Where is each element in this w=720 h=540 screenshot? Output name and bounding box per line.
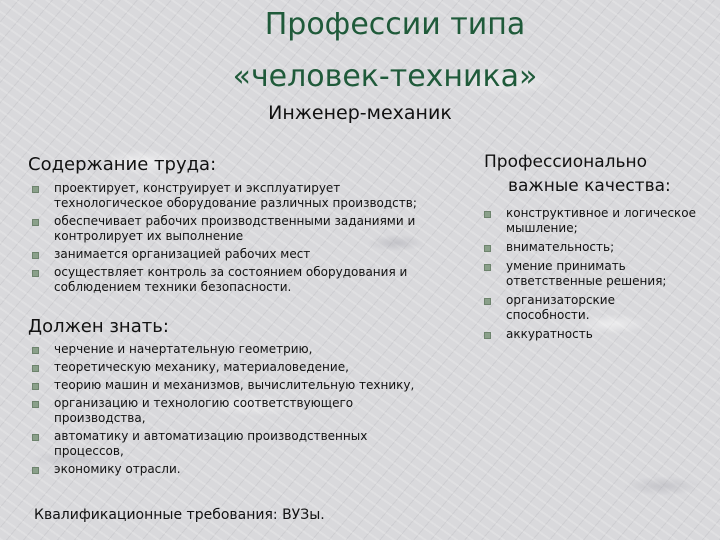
must-know-list <box>30 342 440 477</box>
list-item: аккуратность <box>482 327 712 342</box>
list-item: экономику отрасли. <box>30 462 440 477</box>
bullet-icon <box>484 264 491 271</box>
bullet-icon <box>32 186 39 193</box>
content-heading: Содержание труда: <box>28 154 217 175</box>
list-item: проектирует, конструирует и эксплуатирует технологическое оборудование различных производств; <box>30 181 450 211</box>
page-title-line2: «человек-техника» <box>232 59 538 94</box>
bullet-icon <box>484 298 491 305</box>
qualities-heading-line1: Профессионально <box>484 152 648 172</box>
list-item: обеспечивает рабочих производственными заданиями и контролирует их выполнение <box>30 214 450 244</box>
profession-subtitle: Инженер-механик <box>268 102 452 124</box>
bullet-icon <box>484 245 491 252</box>
list-item: осуществляет контроль за состоянием оборудования и соблюдением техники безопасности. <box>30 265 450 295</box>
qualification-value: ВУЗы. <box>282 507 325 523</box>
bullet-icon <box>32 383 39 390</box>
bullet-icon <box>32 347 39 354</box>
list-item: организацию и технологию соответствующего производства, <box>30 396 384 426</box>
bullet-icon <box>32 219 39 226</box>
list-item: автоматику и автоматизацию производственных процессов, <box>30 429 394 459</box>
qualities-list <box>482 206 712 342</box>
list-item: черчение и начертательную геометрию, <box>30 342 440 357</box>
bullet-icon <box>32 270 39 277</box>
list-item: теорию машин и механизмов, вычислительную технику, <box>30 378 440 393</box>
bullet-icon <box>484 332 491 339</box>
qualification-label: Квалификационные требования: <box>34 507 278 523</box>
list-item: конструктивное и логическое мышление; <box>482 206 712 236</box>
page-title-line1: Профессии типа <box>264 7 526 42</box>
bullet-icon <box>484 211 491 218</box>
list-item: внимательность; <box>482 240 712 255</box>
bullet-icon <box>32 252 39 259</box>
must-know-heading: Должен знать: <box>28 316 169 337</box>
list-item: теоретическую механику, материаловедение, <box>30 360 440 375</box>
qualification-requirements <box>34 507 325 523</box>
bullet-icon <box>32 467 39 474</box>
list-item: занимается организацией рабочих мест <box>30 247 450 262</box>
bullet-icon <box>32 365 39 372</box>
list-item: организаторские способности. <box>482 293 666 323</box>
bullet-icon <box>32 434 39 441</box>
qualities-heading-line2: важные качества: <box>508 176 671 196</box>
bullet-icon <box>32 401 39 408</box>
list-item: умение принимать ответственные решения; <box>482 259 712 289</box>
content-list <box>30 181 450 295</box>
